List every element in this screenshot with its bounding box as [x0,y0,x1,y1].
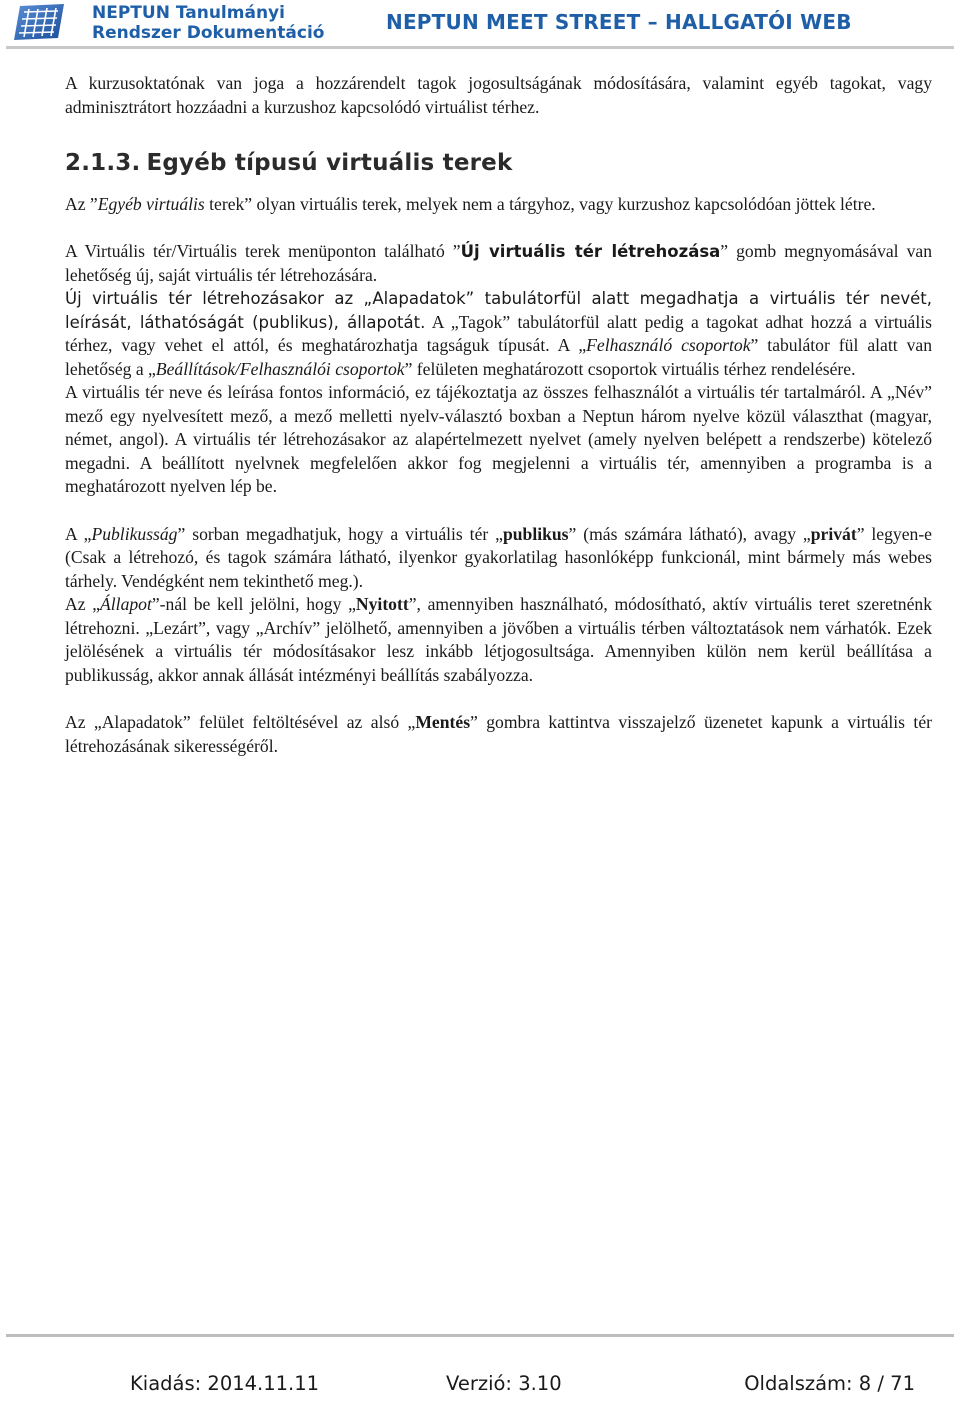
spacer [65,687,932,711]
page-footer [130,1372,915,1400]
text-run: ” felületen meghatározott csoportok virtuális térhez rendelésére. [404,358,856,379]
brand-line-2: Rendszer Dokumentáció [92,23,325,43]
italic-term: Publikusság [91,523,178,544]
paragraph-mentes [65,711,932,758]
intro-paragraph: A kurzusoktatónak van joga a hozzárendelt tagok jogosultságának módosítására, valamint egyéb tagokat, vagy adminisztrátort hozzáadni a kurzushoz kapcsolódó virtuálist térhez. [65,73,932,117]
page-header [0,0,960,48]
bold-term: privát [810,523,857,544]
text-run: ” tabulátorfül alatt megadhatja a virtuális tér nevét, leírását, láthatóságát (publikus), állapotát. [65,289,932,332]
footer-kiadas: Kiadás: 2014.11.11 [130,1372,320,1395]
text-run: ” tabulátor fül alatt van lehetőség a „ [65,335,932,379]
text-run: Az ” [65,193,98,214]
section-title: Egyéb típusú virtuális terek [146,150,513,176]
bold-term: Nyitott [355,594,409,614]
spacer [65,499,932,523]
footer-divider [6,1334,954,1337]
text-run: A „Tagok” tabulátorfül alatt pedig a tagokat adhat hozzá a virtuális térhez, vagy vehet el attól, és meghatározhatja tagságuk típusát. A „ [65,311,932,355]
document-body [65,72,932,758]
italic-term: Beállítások/Felhasználói csoportok [155,358,405,379]
text-run: ” gomb megnyomásával van lehetőség új, saját virtuális tér létrehozására. [65,241,933,285]
header-title: NEPTUN MEET STREET – HALLGATÓI WEB [386,10,852,34]
section-heading [65,152,932,176]
footer-verzio: Verzió: 3.10 [446,1372,562,1395]
footer-oldalszam: Oldalszám: 8 / 71 [744,1372,915,1395]
text-run: Új virtuális tér létrehozásakor az „ [65,289,373,308]
brand-line-1: NEPTUN Tanulmányi [92,3,285,23]
text-run: A Virtuális tér/Virtuális terek menüponton található ” [65,241,461,261]
italic-term: Egyéb virtuális [97,193,205,214]
text-run: ” legyen-e (Csak a létrehozó, és tagok számára látható, ilyenkor gyakorlatilag hasonlóképp funkcionál, mint bármely más webes tárhely. Vendégként nem tekinthető meg.). [65,523,932,591]
section-number: 2.1.3. [65,150,141,176]
header-divider [6,46,954,49]
text-run: ” gombra kattintva visszajelző üzenetet kapunk a virtuális tér létrehozásának sikerességéről. [65,712,932,756]
text-run: A „ [65,523,92,544]
brand-title [92,3,324,43]
text-run: ”, amennyiben használható, módosítható, aktív virtuális teret szeretnénk létrehozni. „Lezárt”, vagy „Archív” jelölhető, amennyiben a jövőben a virtuális térben változtatások nem várhatók. Ezek jelölésének a virtuális tér módosításakor lesz inkább létjogosultsága. Amennyiben külön nem kerül beállítása a publikusság, akkor annak állását intézményi beállítás szabályozza. [65,594,932,685]
italic-term: Felhasználó csoportok [586,335,751,355]
bold-term: Új virtuális tér létrehozása [460,242,721,261]
text-run: Az „ [65,594,101,614]
neptun-grid-logo-icon [12,2,66,42]
paragraph-uj-virtualis-ter [65,240,932,287]
text-run: terek” olyan virtuális terek, melyek nem a tárgyhoz, vagy kurzushoz kapcsolódóan jöttek létre. [204,193,876,214]
text-run: ”-nál be kell jelölni, hogy „ [151,594,356,614]
term-alapadatok: Alapadatok [372,289,466,308]
text-run: ” sorban megadhatjuk, hogy a virtuális tér „ [177,523,503,544]
text-run: ” (más számára látható), avagy „ [568,523,811,544]
bold-term: publikus [502,523,569,544]
spacer [65,216,932,240]
paragraph-tabulatorok [65,287,932,381]
paragraph-egyeb [65,193,932,217]
paragraph-nev-leiras: A virtuális tér neve és leírása fontos információ, ez tájékoztatja az összes felhasználót a virtuális tér tartalmáról. A „Név” mező egy nyelvesített mező, a mező melletti nyelv-választó boxban a Neptun három nyelve közül választhat (magyar, német, angol). A virtuális tér létrehozásakor az alapértelmezett nyelvet (amely nyelven belépett a rendszerbe) kötelező megadni. A beállított nyelvnek megfelelően akkor fog megjelenni a virtuális tér, amennyiben a programba is a meghatározott nyelven lép be. [65,382,932,496]
bold-term: Mentés [415,712,471,732]
italic-term: Állapot [100,594,152,614]
paragraph-allapot [65,593,932,687]
paragraph-publikussag [65,523,932,594]
text-run: Az „Alapadatok” felület feltöltésével az alsó „ [65,712,416,732]
